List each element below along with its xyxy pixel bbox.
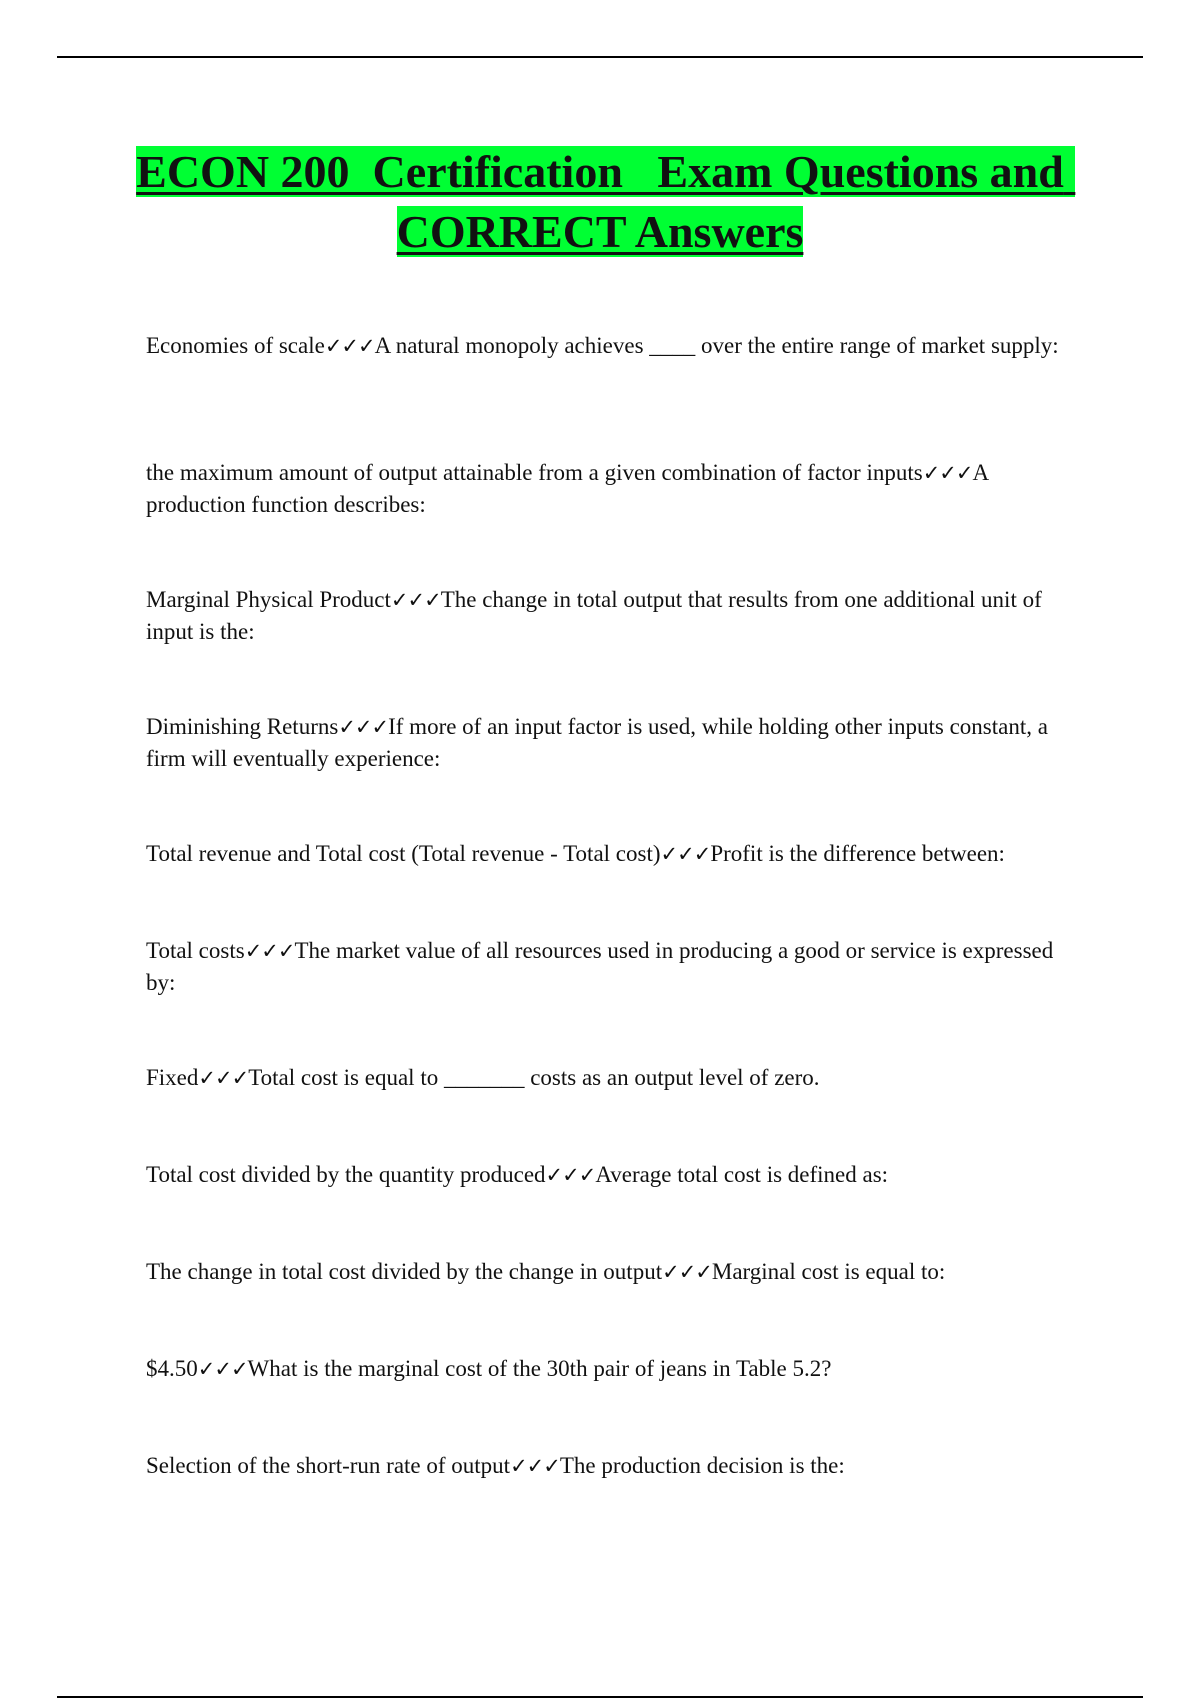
- check-marks-icon: ✓✓✓: [510, 1454, 560, 1478]
- qa-question: Profit is the difference between:: [710, 841, 1005, 866]
- check-marks-icon: ✓✓✓: [922, 461, 973, 485]
- qa-answer: Total costs: [146, 938, 245, 963]
- check-marks-icon: ✓✓✓: [545, 1163, 596, 1187]
- check-marks-icon: ✓✓✓: [324, 334, 375, 358]
- document-title: [100, 142, 1100, 262]
- qa-answer: Fixed: [146, 1065, 199, 1090]
- qa-item: [146, 935, 1076, 998]
- document-title-text: ECON 200 Certification Exam Questions and CORRECT Answers: [136, 146, 1076, 257]
- qa-item: [146, 838, 1076, 870]
- qa-question: If more of an input factor is used, while holding other inputs constant, a firm will eventually experience:: [146, 714, 1048, 771]
- qa-answer: $4.50: [146, 1356, 198, 1381]
- qa-question: Average total cost is defined as:: [595, 1162, 889, 1187]
- check-marks-icon: ✓✓✓: [244, 939, 295, 963]
- qa-item: [146, 1256, 1076, 1288]
- qa-answer: The change in total cost divided by the change in output: [146, 1259, 663, 1284]
- qa-question: Marginal cost is equal to:: [711, 1259, 946, 1284]
- qa-answer: Total revenue and Total cost (Total revenue - Total cost): [146, 841, 661, 866]
- qa-item: [146, 1062, 1076, 1094]
- check-marks-icon: ✓✓✓: [198, 1066, 249, 1090]
- check-marks-icon: ✓✓✓: [338, 715, 389, 739]
- check-marks-icon: ✓✓✓: [660, 842, 711, 866]
- qa-answer: Diminishing Returns: [146, 714, 339, 739]
- qa-item: [146, 1450, 1076, 1482]
- qa-question: A natural monopoly achieves ____ over the entire range of market supply:: [374, 333, 1059, 358]
- page-top-rule: [57, 56, 1143, 58]
- qa-question: The market value of all resources used in producing a good or service is expressed by:: [146, 938, 1054, 995]
- check-marks-icon: ✓✓✓: [197, 1357, 248, 1381]
- check-marks-icon: ✓✓✓: [662, 1260, 712, 1284]
- qa-item: [146, 711, 1076, 774]
- qa-question: The change in total output that results from one additional unit of input is the:: [146, 587, 1042, 644]
- qa-question: Total cost is equal to _______ costs as an output level of zero.: [248, 1065, 820, 1090]
- page-bottom-rule: [57, 1696, 1143, 1698]
- qa-item: [146, 1353, 1076, 1385]
- qa-answer: the maximum amount of output attainable from a given combination of factor inputs: [146, 460, 923, 485]
- qa-question: What is the marginal cost of the 30th pair of jeans in Table 5.2?: [247, 1356, 832, 1381]
- qa-answer: Selection of the short-run rate of output: [146, 1453, 511, 1478]
- qa-item: [146, 1159, 1076, 1191]
- qa-question: The production decision is the:: [559, 1453, 845, 1478]
- check-marks-icon: ✓✓✓: [390, 588, 441, 612]
- qa-answer: Total cost divided by the quantity produced: [146, 1162, 546, 1187]
- qa-question: A production function describes:: [146, 460, 988, 517]
- qa-answer: Marginal Physical Product: [146, 587, 391, 612]
- qa-item: [146, 330, 1076, 362]
- qa-answer: Economies of scale: [146, 333, 325, 358]
- qa-item: [146, 457, 1076, 520]
- qa-item: [146, 584, 1076, 647]
